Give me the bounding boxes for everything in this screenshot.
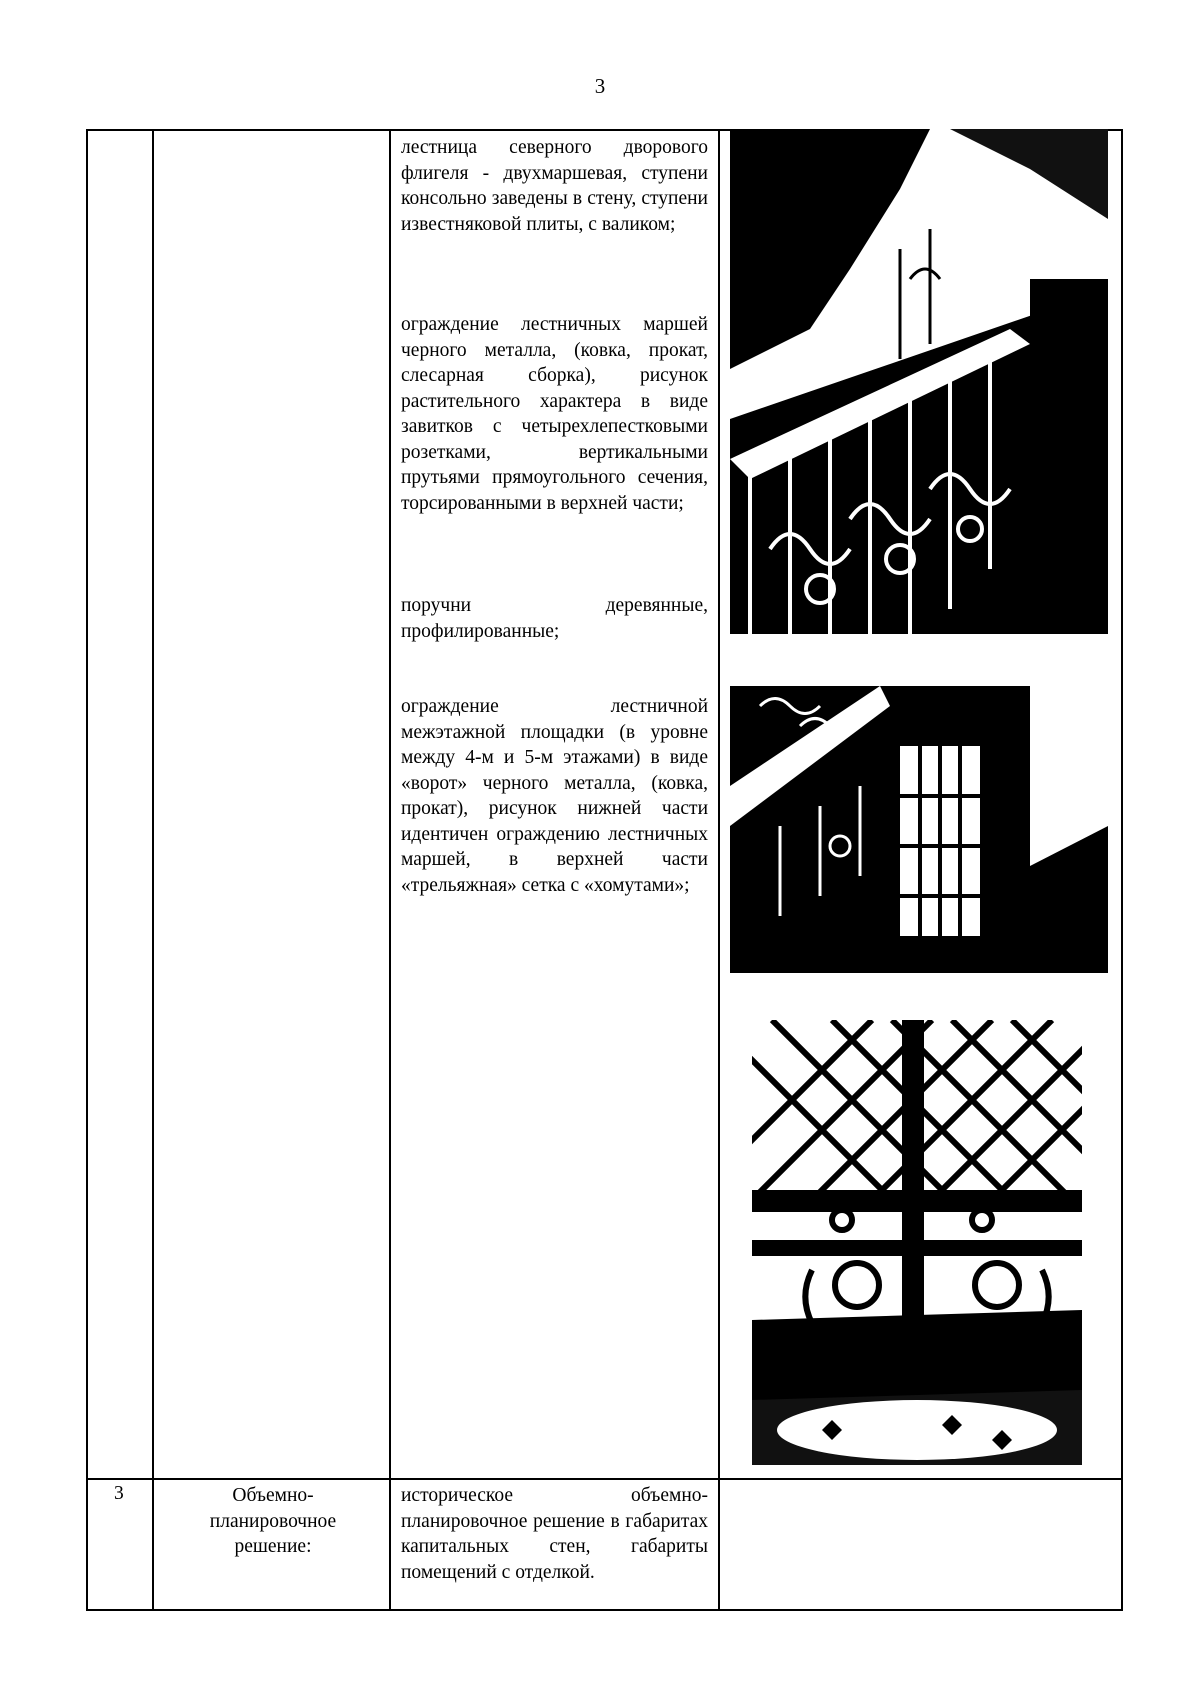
page-number: 3 — [594, 74, 606, 98]
staircase-railing-photo — [730, 129, 1108, 634]
row-number: 3 — [114, 1483, 124, 1504]
paragraph-handrail: поручни деревянные, профилированные; — [401, 595, 708, 642]
railing-description — [401, 312, 708, 516]
stair-description — [401, 135, 708, 237]
paragraph-landing-gate: ограждение лестничной межэтажной площадки (в уровне между 4-м и 5-м этажами) в виде «ворот» черного металла, (ковка, прокат), рисунок нижней части идентичен ограждению лестничных маршей, в верхней части «трельяжная» сетка с «хомутами»; — [401, 696, 708, 896]
paragraph-stairs: лестница северного дворового флигеля - двухмаршевая, ступени консольно заведены в стену, ступени известняковой плиты, с валиком; — [401, 137, 708, 235]
handrail-description — [401, 593, 708, 644]
paragraph-railing: ограждение лестничных маршей черного металла, (ковка, прокат, слесарная сборка), рисунок растительного характера в виде завитков с четырехлепестковыми розетками, вертикальными прутьями прямоугольного сечения, торсированными в верхней части; — [401, 314, 708, 514]
trellis-grille-photo — [752, 1020, 1082, 1465]
paragraph-layout: историческое объемно-планировочное решение в габаритах капитальных стен, габариты помещений с отделкой. — [401, 1485, 708, 1583]
row-title: Объемно-планировочное решение: — [209, 1485, 337, 1557]
layout-description — [401, 1483, 708, 1585]
landing-gate-photo — [730, 686, 1108, 973]
landing-gate-description — [401, 694, 708, 898]
